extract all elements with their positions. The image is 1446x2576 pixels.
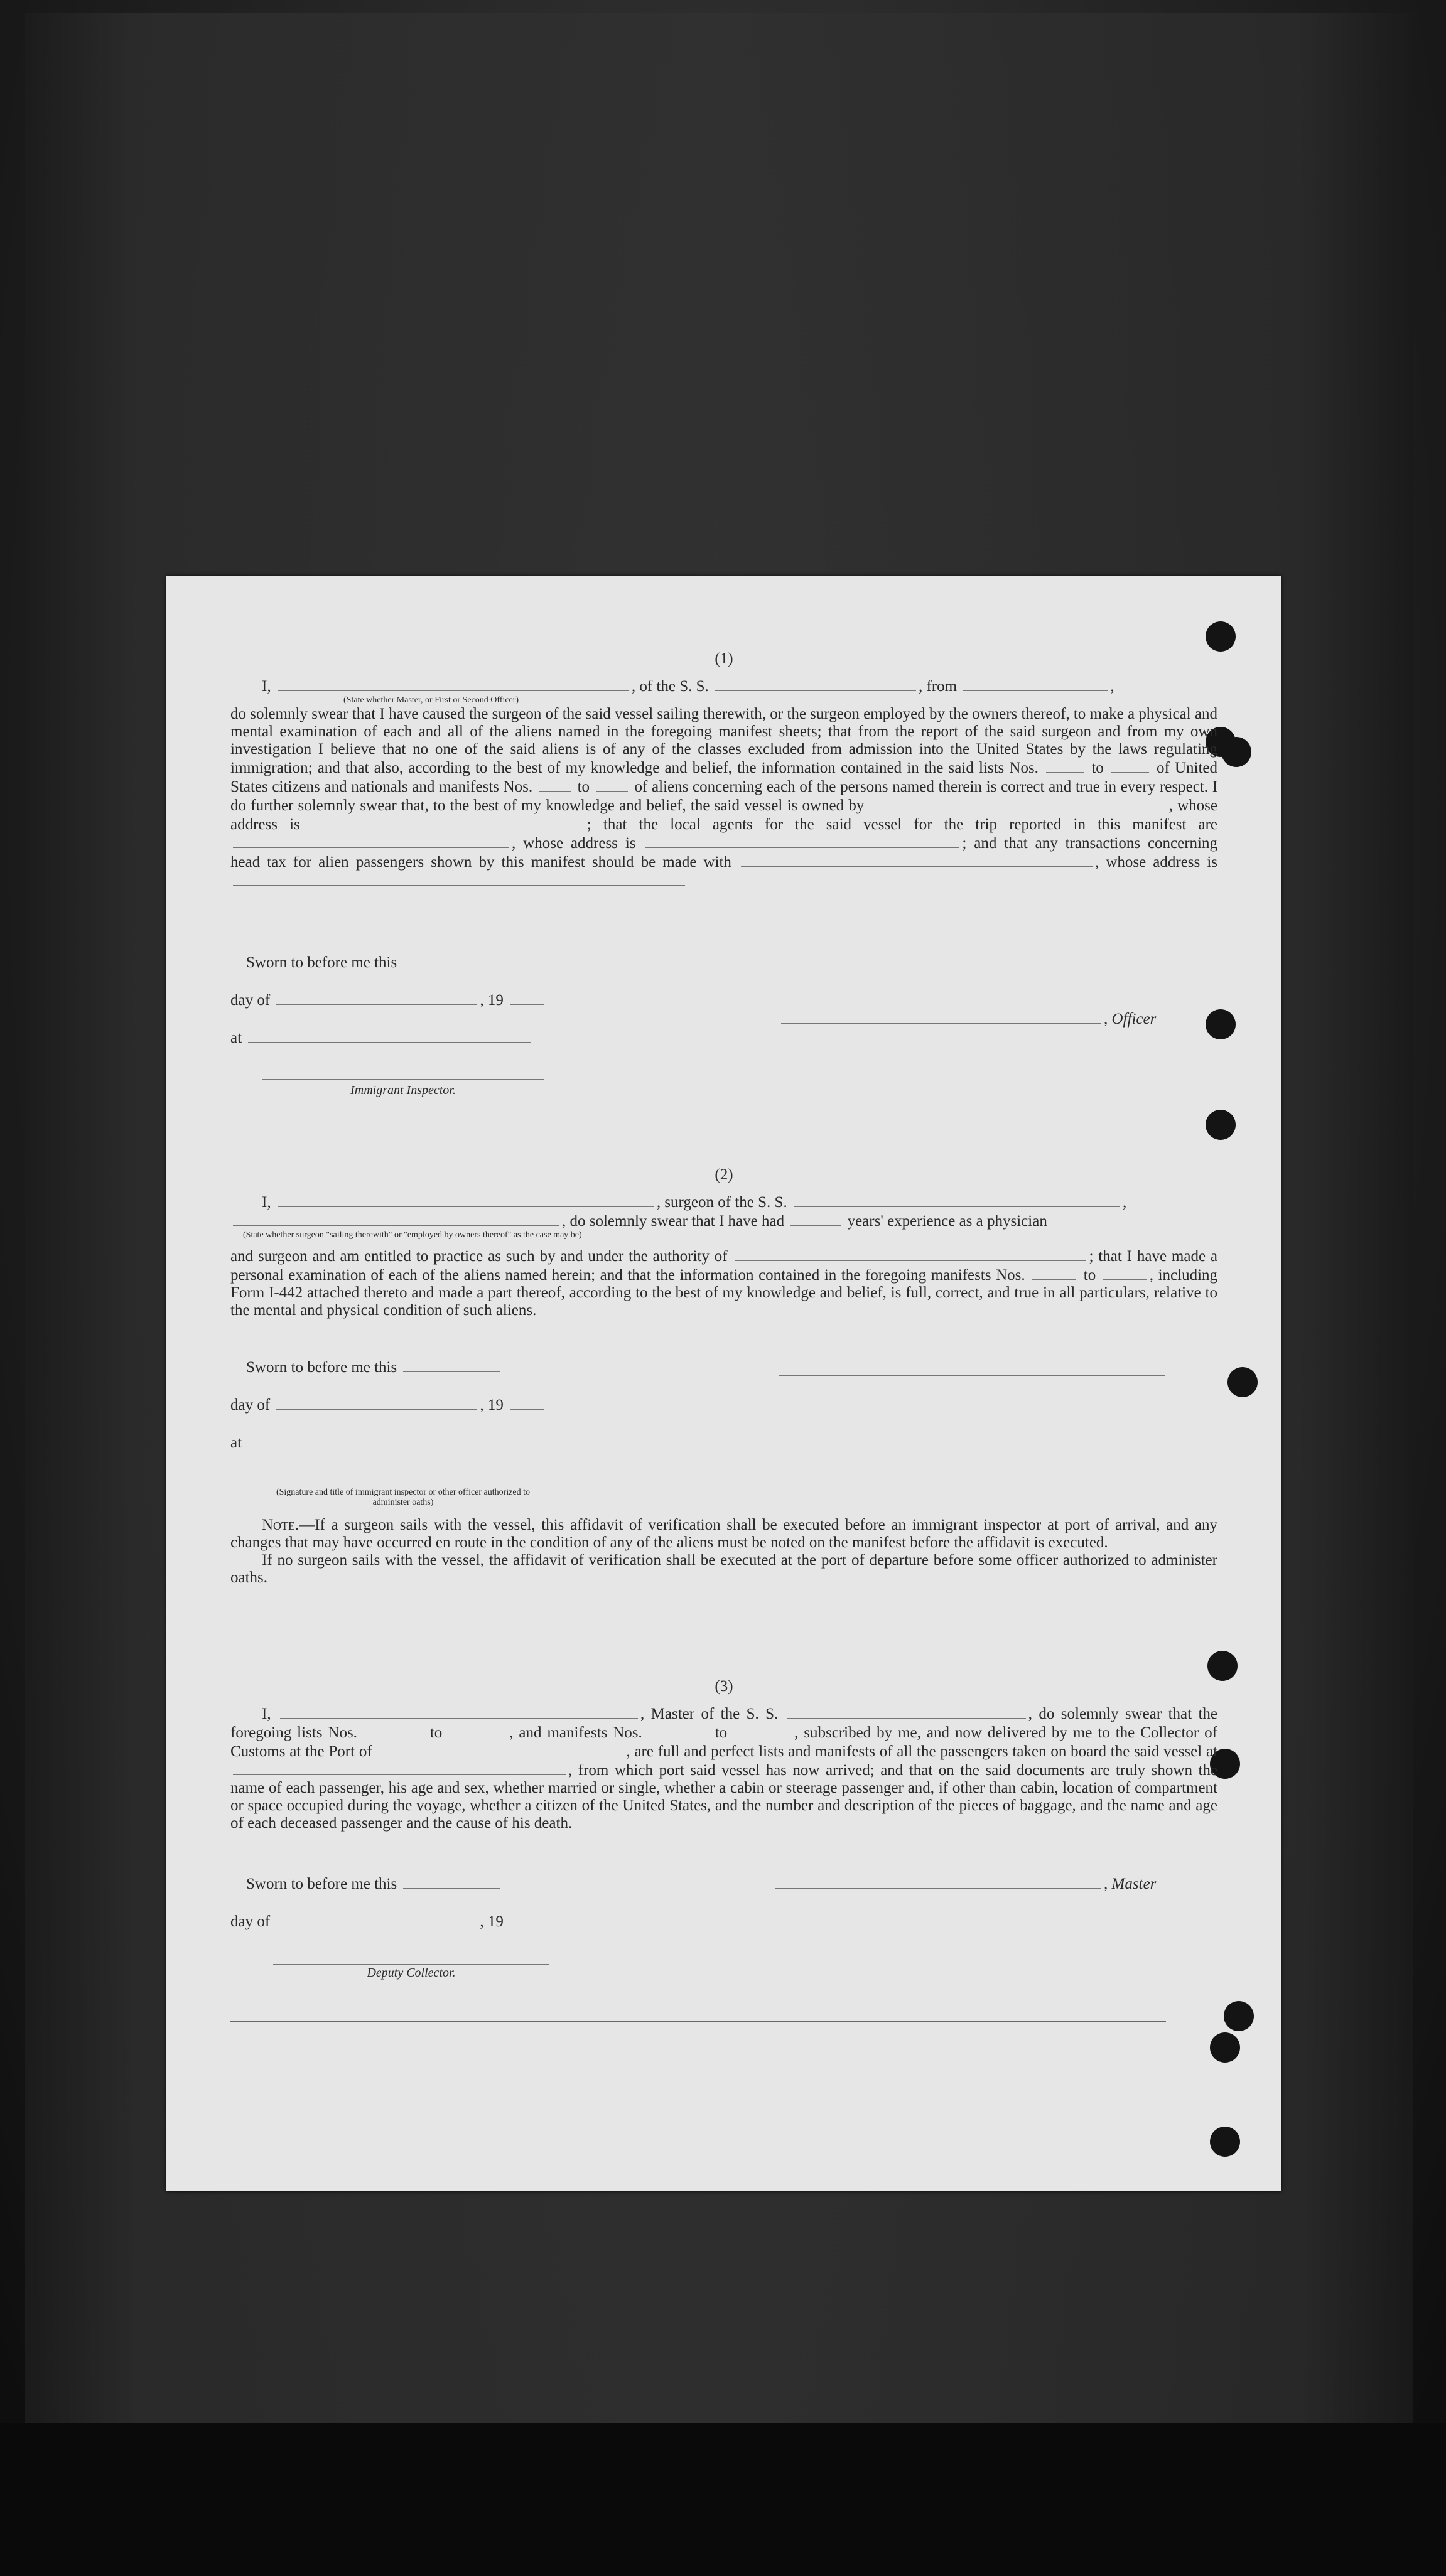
day-line-3: day of , 19: [230, 1912, 547, 1931]
punch-hole: [1206, 621, 1236, 652]
note-second: If no surgeon sails with the vessel, the affidavit of verification shall be executed at the port of departure before some officer authorized to administer oaths.: [230, 1552, 1217, 1586]
years-blank[interactable]: [790, 1211, 841, 1226]
punch-hole: [1221, 737, 1251, 767]
affidavit-surgeon: [230, 1166, 1217, 1319]
year-blank[interactable]: [510, 990, 544, 1005]
day-blank[interactable]: [276, 990, 477, 1005]
manifests-from-blank[interactable]: [1032, 1265, 1076, 1280]
officer-line: , Officer: [779, 1009, 1156, 1028]
section2-body: and surgeon and am entitled to practice as such by and under the authority of ; that I have made a personal examination of each of the aliens named herein; and that the information contained in the foregoing manifests Nos. to , including Form I-442 attached thereto and made a part thereof, according to the best of my knowledge and belief, is full, correct, and true in all particulars, relative to the mental and physical condition of such aliens.: [230, 1248, 1218, 1319]
section-number: (1): [715, 650, 733, 667]
punch-hole: [1227, 1367, 1258, 1397]
day-line-1: day of , 19: [230, 990, 547, 1009]
at-line-2: at: [230, 1433, 533, 1452]
punch-hole: [1206, 1009, 1236, 1039]
deputy-signature-line[interactable]: [273, 1963, 549, 1965]
master-name-blank[interactable]: [280, 1704, 638, 1719]
boarding-port-blank[interactable]: [233, 1761, 566, 1775]
head-tax-contact-blank[interactable]: [741, 852, 1093, 867]
head-tax-address-blank[interactable]: [233, 871, 685, 886]
departure-port-blank[interactable]: [963, 677, 1108, 691]
authorized-officer-caption: (Signature and title of immigrant inspector or other officer authorized to administer oaths): [276, 1488, 531, 1507]
punch-hole: [1210, 2032, 1240, 2063]
day-blank-2[interactable]: [276, 1395, 477, 1410]
agents-address-blank[interactable]: [645, 834, 959, 848]
vessel-name-blank[interactable]: [715, 677, 916, 691]
year-blank-2[interactable]: [510, 1395, 544, 1410]
master-signature-blank[interactable]: [775, 1874, 1101, 1889]
owner-blank[interactable]: [871, 796, 1167, 810]
manifests-to-blank-3[interactable]: [735, 1723, 792, 1737]
inspector-caption: Immigrant Inspector.: [350, 1083, 456, 1097]
authority-blank[interactable]: [735, 1247, 1086, 1261]
affidavit-master: [230, 650, 1217, 890]
sworn-line-1: Sworn to before me this: [246, 953, 503, 972]
inspector-signature-line[interactable]: [262, 1078, 544, 1080]
section1-opening-line: I, , of the S. S. , from ,: [262, 678, 1114, 695]
sworn-date-blank[interactable]: [403, 953, 500, 967]
punch-hole: [1206, 1110, 1236, 1140]
day-blank-3[interactable]: [276, 1912, 477, 1926]
punch-hole: [1207, 1651, 1238, 1681]
manifests-to-blank[interactable]: [1103, 1265, 1147, 1280]
punch-hole: [1210, 2127, 1240, 2157]
surgeon-vessel-blank[interactable]: [794, 1193, 1120, 1207]
section2-second-line: , do solemnly swear that I have had years' experience as a physician: [230, 1211, 1217, 1230]
port-blank[interactable]: [379, 1742, 623, 1756]
sworn-date-blank-2[interactable]: [403, 1358, 500, 1372]
officer-signature-line-top[interactable]: [779, 969, 1165, 970]
section2-opening-line: I, , surgeon of the S. S. ,: [262, 1194, 1127, 1211]
master-line: , Master: [772, 1874, 1156, 1893]
year-blank-3[interactable]: [510, 1912, 544, 1926]
bottom-rule: [230, 2021, 1166, 2022]
punch-hole: [1224, 2001, 1254, 2031]
manifests-from-blank-3[interactable]: [650, 1723, 707, 1737]
lists-from-blank[interactable]: [1046, 758, 1084, 773]
sworn-line-2: Sworn to before me this: [246, 1358, 503, 1377]
surgeon-caption: (State whether surgeon "sailing therewith" or "employed by owners thereof" as the case may be): [243, 1230, 582, 1240]
rank-blank[interactable]: [278, 677, 629, 691]
owner-address-blank[interactable]: [315, 815, 585, 829]
deputy-caption: Deputy Collector.: [367, 1966, 456, 1980]
form-sheet: [166, 576, 1281, 2191]
at-line-1: at: [230, 1028, 533, 1047]
surgeon-signature-line[interactable]: [779, 1375, 1165, 1376]
lists-to-blank[interactable]: [1111, 758, 1149, 773]
affidavit-master-delivery: [230, 1678, 1217, 1832]
day-line-2: day of , 19: [230, 1395, 547, 1414]
sworn-line-3: Sworn to before me this: [246, 1874, 503, 1893]
lists-from-blank-3[interactable]: [365, 1723, 422, 1737]
section3-body: I, , Master of the S. S. , do solemnly swear that the foregoing lists Nos. to , and manifests Nos. to , subscribed by me, and now delivered by me to the Collector of Customs at the Port of , are full and perfect lists and manifests of all the passengers taken on board the said vessel at , from which port said vessel has now arrived; and that on the said documents are truly shown the name of each passenger, his age and sex, whether married or single, whether a cabin or steerage passenger and, if other than cabin, location of compartment or space occupied during the voyage, whether a citizen of the United States, and the number and description of the pieces of baggage, and the name and age of each deceased passenger and the cause of his death.: [230, 1705, 1218, 1832]
manifest-from-blank[interactable]: [539, 777, 571, 792]
master-vessel-blank[interactable]: [787, 1704, 1026, 1719]
surgeon-note: [230, 1516, 1217, 1587]
rank-caption: (State whether Master, or First or Second Officer): [343, 695, 519, 705]
lists-to-blank-3[interactable]: [450, 1723, 507, 1737]
surgeon-status-blank[interactable]: [233, 1211, 559, 1226]
section-number: (3): [715, 1678, 733, 1695]
surgeon-name-blank[interactable]: [278, 1193, 654, 1207]
agents-blank[interactable]: [233, 834, 509, 848]
officer-signature-blank[interactable]: [781, 1009, 1101, 1024]
scan-bottom-band: [0, 2423, 1446, 2576]
section1-body: do solemnly swear that I have caused the surgeon of the said vessel sailing therewith, or the surgeon employed by the owners thereof, to make a physical and mental examination of each and all of the aliens named in the foregoing manifest sheets; that from the report of the said surgeon and from my own investigation I believe that no one of the said aliens is of any of the classes excluded from admission into the United States by the laws regulating immigration; and that also, according to the best of my knowledge and belief, the information contained in the said lists Nos. to of United States citizens and nationals and manifests Nos. to of aliens concerning each of the persons named therein is correct and true in every respect. I do further solemnly swear that, to the best of my knowledge and belief, the said vessel is owned by , whose address is ; that the local agents for the said vessel for the trip reported in this manifest are , whose address is ; and that any transactions concerning head tax for alien passengers shown by this manifest should be made with , whose address is: [230, 706, 1217, 890]
place-blank-2[interactable]: [248, 1433, 531, 1447]
note-first: Note.—If a surgeon sails with the vessel, this affidavit of verification shall be executed before an immigrant inspector at port of arrival, and any changes that may have occurred en route in the condition of any of the aliens must be noted on the manifest before the affidavit is executed.: [230, 1516, 1217, 1551]
authorized-officer-signature-line[interactable]: [262, 1485, 544, 1486]
place-blank[interactable]: [248, 1028, 531, 1043]
section-number: (2): [715, 1166, 733, 1183]
manifest-to-blank[interactable]: [596, 777, 628, 792]
sworn-date-blank-3[interactable]: [403, 1874, 500, 1889]
